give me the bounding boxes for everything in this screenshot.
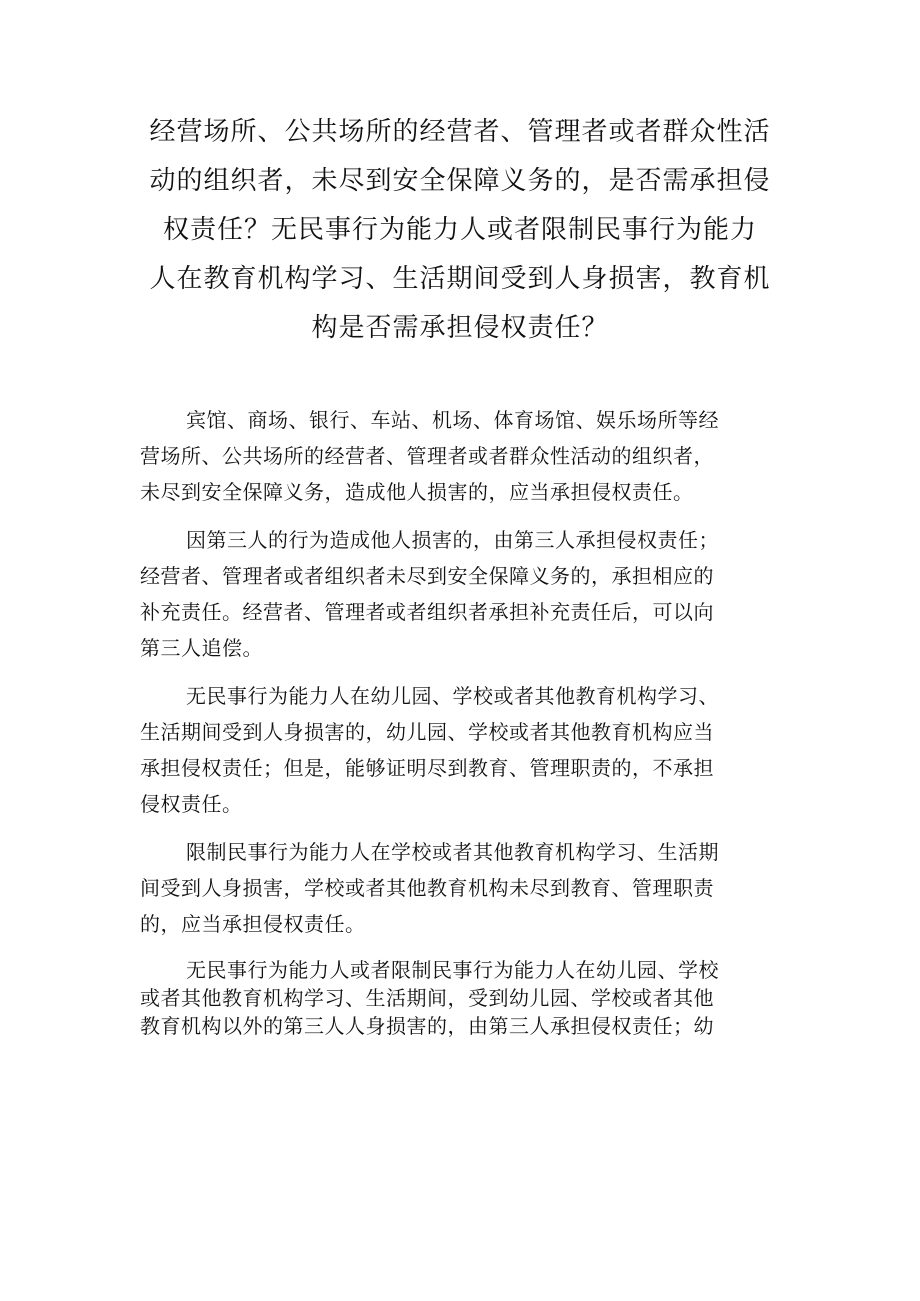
paragraph-5	[140, 956, 800, 1040]
paragraph-line: 承担侵权责任；但是，能够证明尽到教育、管理职责的，不承担	[140, 756, 714, 780]
document-body	[140, 402, 800, 1052]
title-line: 经营场所、公共场所的经营者、管理者或者群众性活	[149, 117, 771, 147]
title-line: 权责任？无民事行为能力人或者限制民事行为能力	[162, 215, 757, 245]
title-line: 动的组织者，未尽到安全保障义务的，是否需承担侵	[149, 166, 771, 196]
paragraph-line: 未尽到安全保障义务，造成他人损害的，应当承担侵权责任。	[140, 480, 694, 504]
paragraph-line: 经营者、管理者或者组织者未尽到安全保障义务的，承担相应的	[140, 564, 714, 588]
paragraph-4	[140, 834, 800, 942]
paragraph-line: 侵权责任。	[140, 792, 243, 816]
paragraph-line: 宾馆、商场、银行、车站、机场、体育场馆、娱乐场所等经	[186, 408, 719, 432]
paragraph-line: 第三人追偿。	[140, 636, 263, 660]
paragraph-line: 营场所、公共场所的经营者、管理者或者群众性活动的组织者，	[140, 444, 714, 468]
paragraph-line: 无民事行为能力人在幼儿园、学校或者其他教育机构学习、	[186, 684, 719, 708]
paragraph-line: 或者其他教育机构学习、生活期间，受到幼儿园、学校或者其他	[140, 986, 714, 1010]
paragraph-line: 无民事行为能力人或者限制民事行为能力人在幼儿园、学校	[186, 958, 719, 982]
title-line: 构是否需承担侵权责任？	[311, 313, 609, 343]
document-title	[140, 108, 780, 353]
paragraph-line: 因第三人的行为造成他人损害的，由第三人承担侵权责任；	[186, 528, 719, 552]
paragraph-line: 的，应当承担侵权责任。	[140, 912, 366, 936]
paragraph-line: 限制民事行为能力人在学校或者其他教育机构学习、生活期	[186, 840, 719, 864]
paragraph-line: 补充责任。经营者、管理者或者组织者承担补充责任后，可以向	[140, 600, 714, 624]
paragraph-line: 间受到人身损害，学校或者其他教育机构未尽到教育、管理职责	[140, 876, 714, 900]
paragraph-1	[140, 402, 800, 510]
title-line: 人在教育机构学习、生活期间受到人身损害，教育机	[149, 264, 771, 294]
paragraph-3	[140, 678, 800, 822]
paragraph-line: 教育机构以外的第三人人身损害的，由第三人承担侵权责任；幼	[140, 1014, 714, 1038]
paragraph-2	[140, 522, 800, 666]
paragraph-line: 生活期间受到人身损害的，幼儿园、学校或者其他教育机构应当	[140, 720, 714, 744]
